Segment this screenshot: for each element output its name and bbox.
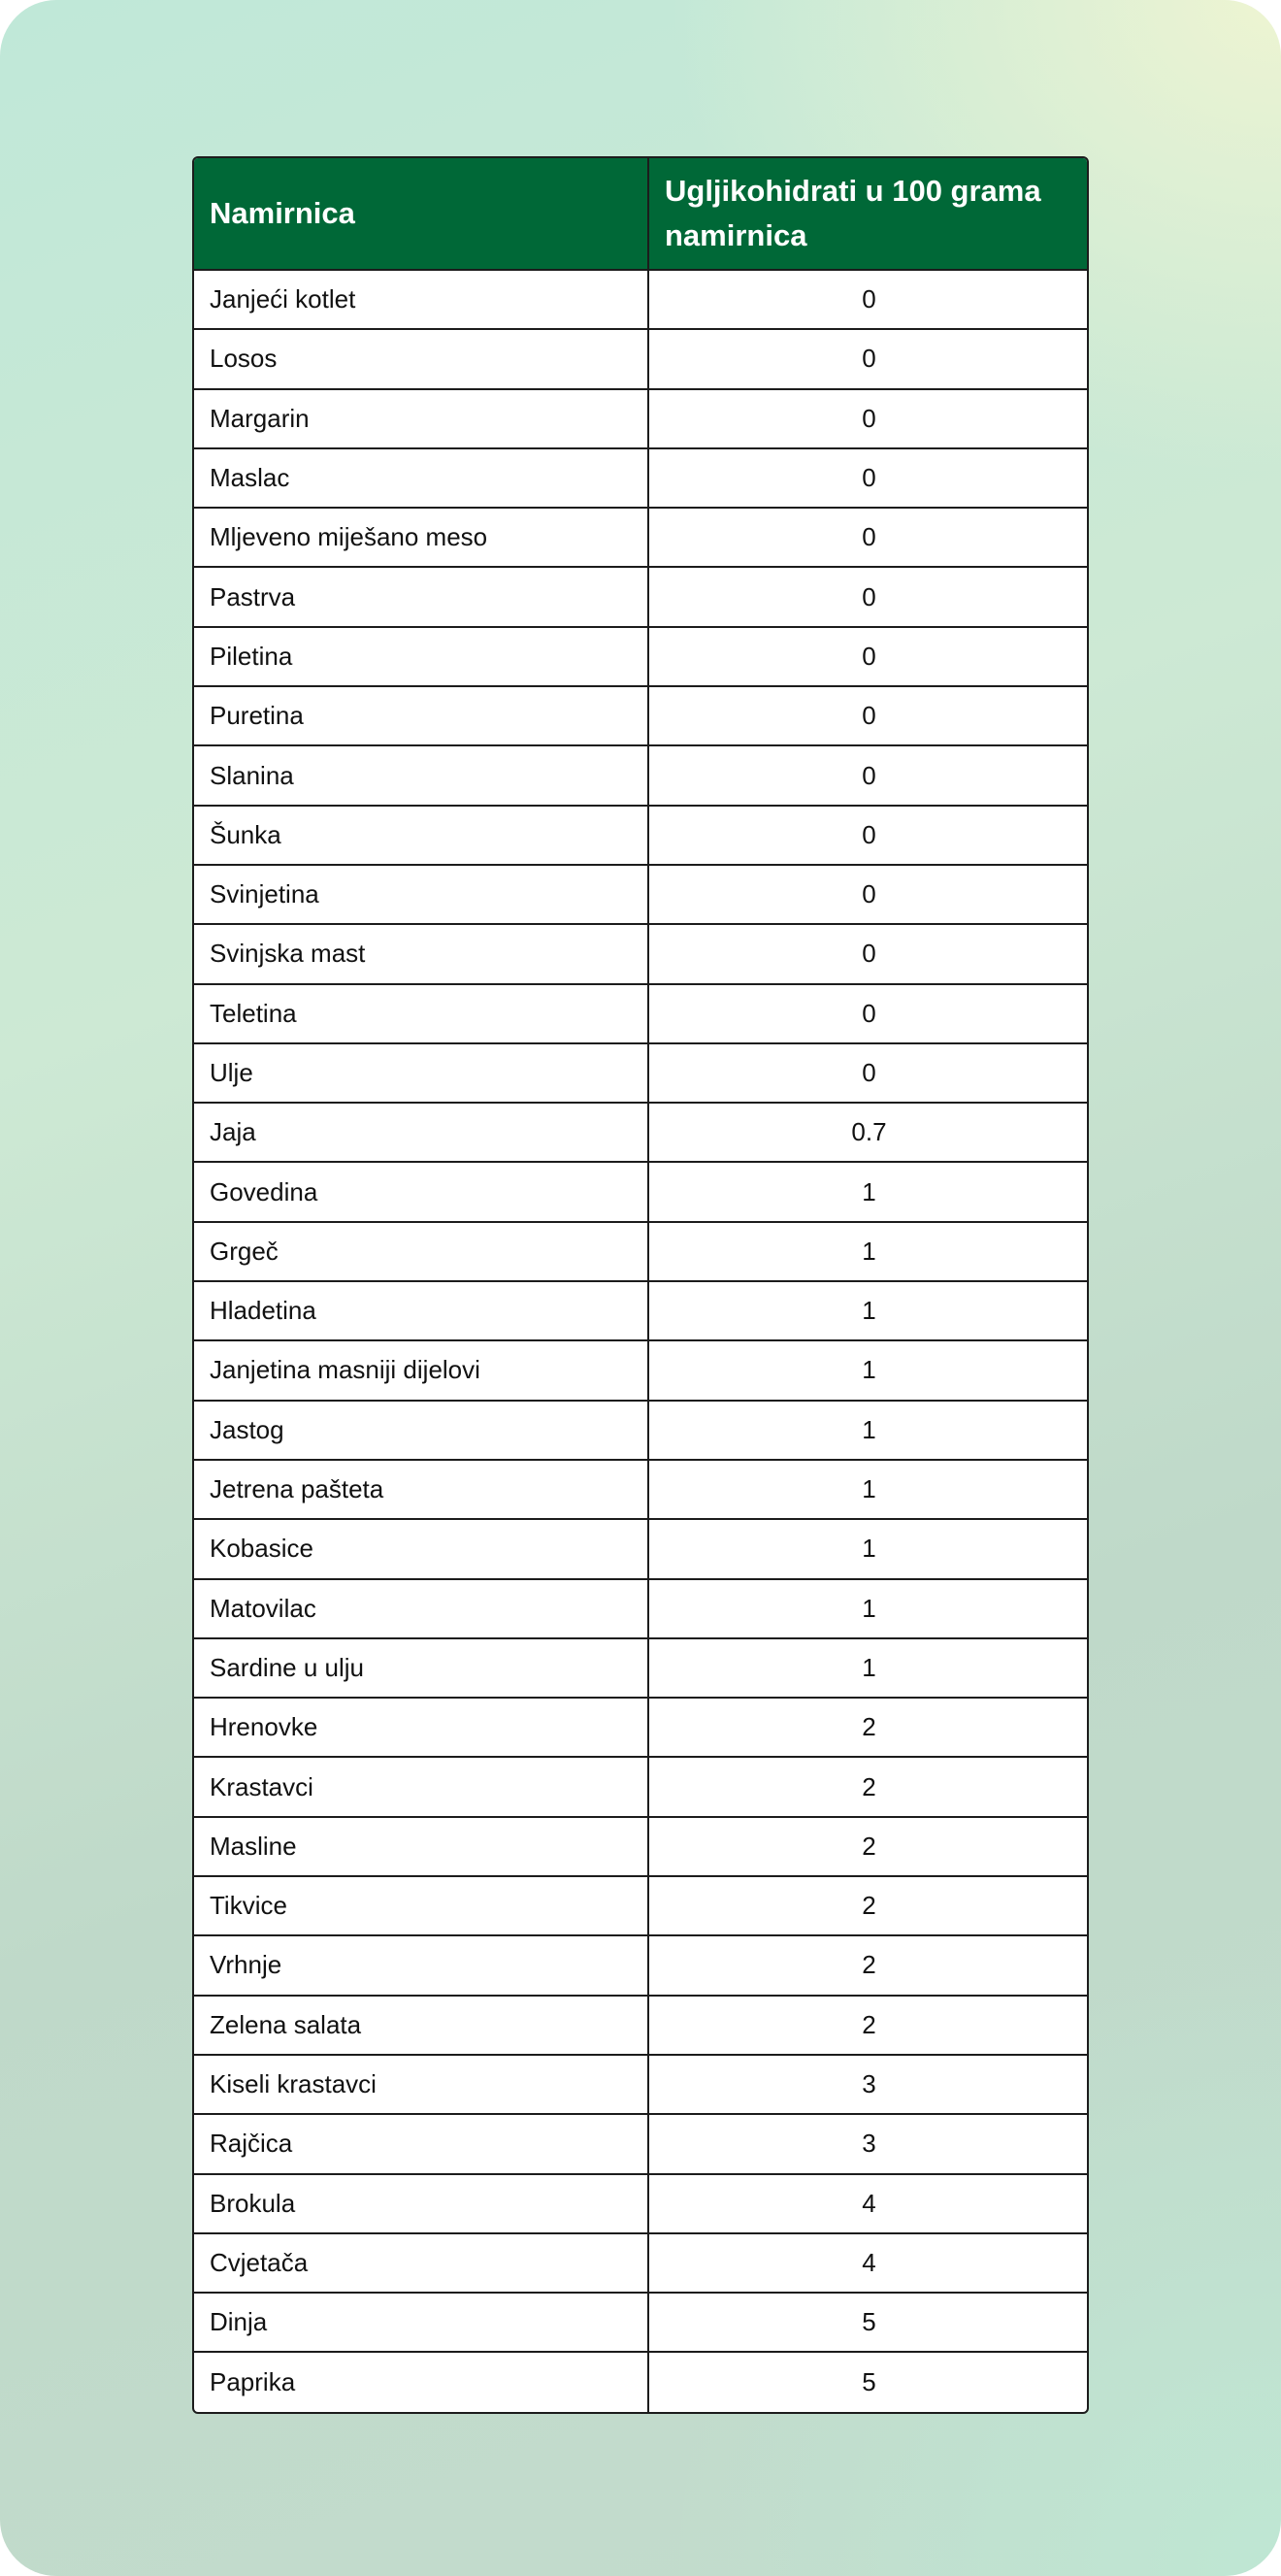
- carbohydrate-value-cell: 5: [648, 2293, 1089, 2352]
- table: [194, 158, 1089, 2412]
- food-name-cell: Margarin: [194, 389, 648, 448]
- header-food: Namirnica: [194, 158, 648, 270]
- food-name-cell: Teletina: [194, 984, 648, 1043]
- table-row: [194, 1698, 1089, 1757]
- table-row: [194, 1935, 1089, 1995]
- food-name-cell: Svinjska mast: [194, 924, 648, 983]
- carbohydrate-value-cell: 0: [648, 686, 1089, 745]
- table-body: [194, 270, 1089, 2412]
- food-name-cell: Šunka: [194, 806, 648, 865]
- carbohydrate-value-cell: 4: [648, 2174, 1089, 2233]
- carbohydrate-value-cell: 0: [648, 1043, 1089, 1103]
- food-name-cell: Rajčica: [194, 2114, 648, 2173]
- table-row: [194, 329, 1089, 388]
- table-row: [194, 567, 1089, 626]
- table-row: [194, 1996, 1089, 2055]
- carbohydrate-value-cell: 0: [648, 448, 1089, 508]
- table-row: [194, 2174, 1089, 2233]
- carbohydrate-value-cell: 2: [648, 1757, 1089, 1816]
- carbohydrate-value-cell: 0: [648, 865, 1089, 924]
- table-row: [194, 745, 1089, 805]
- food-name-cell: Zelena salata: [194, 1996, 648, 2055]
- table-row: [194, 2352, 1089, 2411]
- table-row: [194, 1103, 1089, 1162]
- carbohydrate-value-cell: 1: [648, 1460, 1089, 1519]
- table-header: [194, 158, 1089, 270]
- table-row: [194, 627, 1089, 686]
- table-row: [194, 1043, 1089, 1103]
- table-row: [194, 1579, 1089, 1638]
- table-row: [194, 2293, 1089, 2352]
- header-carbohydrates: Ugljikohidrati u 100 grama namirnica: [648, 158, 1089, 270]
- carbohydrate-value-cell: 0.7: [648, 1103, 1089, 1162]
- food-name-cell: Mljeveno miješano meso: [194, 508, 648, 567]
- carbohydrate-table: [192, 156, 1089, 2414]
- table-row: [194, 806, 1089, 865]
- carbohydrate-value-cell: 2: [648, 1876, 1089, 1935]
- food-name-cell: Jastog: [194, 1401, 648, 1460]
- carbohydrate-value-cell: 1: [648, 1340, 1089, 1400]
- food-name-cell: Paprika: [194, 2352, 648, 2411]
- food-name-cell: Hrenovke: [194, 1698, 648, 1757]
- food-name-cell: Jaja: [194, 1103, 648, 1162]
- carbohydrate-value-cell: 3: [648, 2055, 1089, 2114]
- carbohydrate-value-cell: 0: [648, 567, 1089, 626]
- carbohydrate-value-cell: 0: [648, 745, 1089, 805]
- food-name-cell: Brokula: [194, 2174, 648, 2233]
- food-name-cell: Janjetina masniji dijelovi: [194, 1340, 648, 1400]
- carbohydrate-value-cell: 1: [648, 1638, 1089, 1698]
- carbohydrate-value-cell: 0: [648, 270, 1089, 329]
- header-row: [194, 158, 1089, 270]
- food-name-cell: Vrhnje: [194, 1935, 648, 1995]
- table-row: [194, 2233, 1089, 2293]
- carbohydrate-value-cell: 4: [648, 2233, 1089, 2293]
- carbohydrate-value-cell: 3: [648, 2114, 1089, 2173]
- carbohydrate-value-cell: 1: [648, 1162, 1089, 1221]
- table-row: [194, 686, 1089, 745]
- carbohydrate-value-cell: 0: [648, 984, 1089, 1043]
- food-name-cell: Ulje: [194, 1043, 648, 1103]
- carbohydrate-value-cell: 0: [648, 924, 1089, 983]
- table-row: [194, 2055, 1089, 2114]
- carbohydrate-value-cell: 0: [648, 627, 1089, 686]
- food-name-cell: Tikvice: [194, 1876, 648, 1935]
- food-name-cell: Losos: [194, 329, 648, 388]
- food-name-cell: Pastrva: [194, 567, 648, 626]
- table-row: [194, 2114, 1089, 2173]
- food-name-cell: Janjeći kotlet: [194, 270, 648, 329]
- food-name-cell: Puretina: [194, 686, 648, 745]
- carbohydrate-value-cell: 1: [648, 1281, 1089, 1340]
- food-name-cell: Grgeč: [194, 1222, 648, 1281]
- table-row: [194, 389, 1089, 448]
- carbohydrate-value-cell: 2: [648, 1996, 1089, 2055]
- table-row: [194, 1281, 1089, 1340]
- table-row: [194, 924, 1089, 983]
- carbohydrate-value-cell: 0: [648, 329, 1089, 388]
- food-name-cell: Svinjetina: [194, 865, 648, 924]
- carbohydrate-value-cell: 0: [648, 806, 1089, 865]
- carbohydrate-value-cell: 1: [648, 1579, 1089, 1638]
- food-name-cell: Matovilac: [194, 1579, 648, 1638]
- table-row: [194, 1340, 1089, 1400]
- table-row: [194, 1162, 1089, 1221]
- carbohydrate-value-cell: 5: [648, 2352, 1089, 2411]
- table-row: [194, 1519, 1089, 1578]
- table-row: [194, 1638, 1089, 1698]
- food-name-cell: Jetrena pašteta: [194, 1460, 648, 1519]
- carbohydrate-value-cell: 1: [648, 1401, 1089, 1460]
- table-row: [194, 984, 1089, 1043]
- carbohydrate-value-cell: 2: [648, 1935, 1089, 1995]
- table-row: [194, 1817, 1089, 1876]
- table-row: [194, 448, 1089, 508]
- food-name-cell: Piletina: [194, 627, 648, 686]
- table-row: [194, 1876, 1089, 1935]
- food-name-cell: Govedina: [194, 1162, 648, 1221]
- table-row: [194, 1757, 1089, 1816]
- carbohydrate-value-cell: 2: [648, 1817, 1089, 1876]
- food-name-cell: Sardine u ulju: [194, 1638, 648, 1698]
- food-name-cell: Masline: [194, 1817, 648, 1876]
- food-name-cell: Hladetina: [194, 1281, 648, 1340]
- food-name-cell: Cvjetača: [194, 2233, 648, 2293]
- food-name-cell: Kiseli krastavci: [194, 2055, 648, 2114]
- carbohydrate-value-cell: 1: [648, 1519, 1089, 1578]
- table-row: [194, 1401, 1089, 1460]
- carbohydrate-value-cell: 2: [648, 1698, 1089, 1757]
- food-name-cell: Dinja: [194, 2293, 648, 2352]
- table-row: [194, 1460, 1089, 1519]
- table-row: [194, 270, 1089, 329]
- carbohydrate-value-cell: 0: [648, 389, 1089, 448]
- food-name-cell: Slanina: [194, 745, 648, 805]
- table-row: [194, 1222, 1089, 1281]
- carbohydrate-value-cell: 0: [648, 508, 1089, 567]
- carbohydrate-value-cell: 1: [648, 1222, 1089, 1281]
- table-row: [194, 865, 1089, 924]
- food-name-cell: Maslac: [194, 448, 648, 508]
- food-name-cell: Krastavci: [194, 1757, 648, 1816]
- table-row: [194, 508, 1089, 567]
- food-name-cell: Kobasice: [194, 1519, 648, 1578]
